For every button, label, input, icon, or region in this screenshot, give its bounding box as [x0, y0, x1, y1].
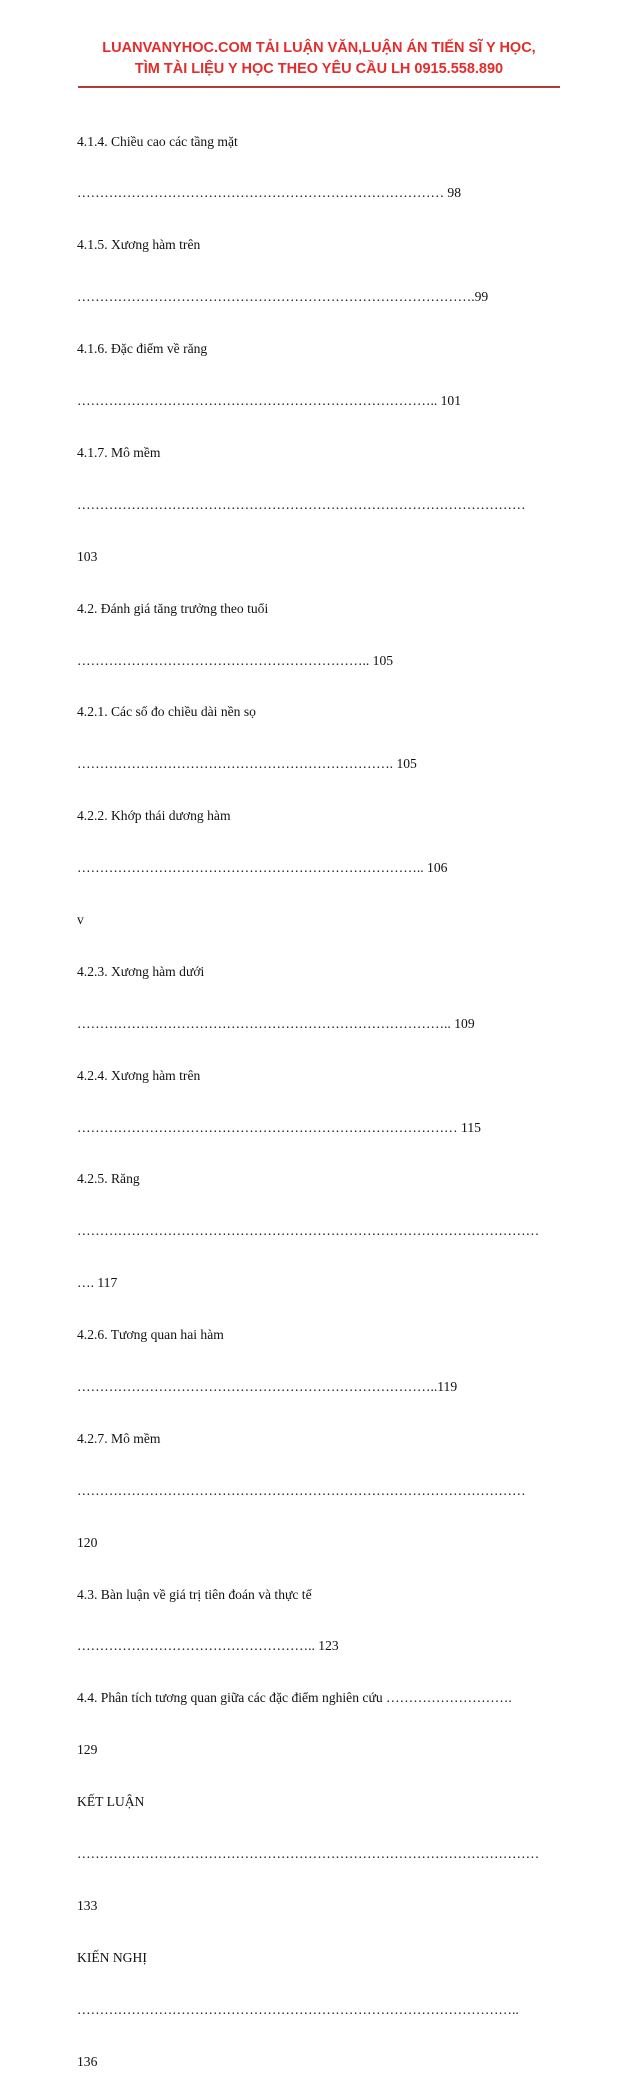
toc-line: 4.2.5. Răng [77, 1171, 140, 1187]
toc-line: ……………………………………………………….. 105 [77, 652, 394, 668]
toc-line: …………………………………………….. 123 [77, 1638, 339, 1654]
toc-line: 4.3. Bàn luận về giá trị tiên đoán và thực tế [77, 1586, 312, 1602]
toc-line: …………………………………………………………………………….99 [77, 289, 489, 305]
banner-divider [78, 86, 560, 88]
toc-line: …. 117 [77, 1275, 118, 1291]
toc-line: ……………………………………………………………………………………… [77, 1482, 526, 1498]
toc-line: 4.2.2. Khớp thái dương hàm [77, 808, 231, 824]
toc-line: 4.2.7. Mô mềm [77, 1430, 161, 1446]
toc-line: ………………………………………………………………….. 106 [77, 860, 448, 876]
toc-line: 4.4. Phân tích tương quan giữa các đặc điểm nghiên cứu ………………………. [77, 1690, 512, 1706]
toc-line: ……………………………………………………………………………………… [77, 496, 526, 512]
toc-line: 4.2. Đánh giá tăng trưởng theo tuổi [77, 600, 269, 616]
toc-line: 4.2.4. Xương hàm trên [77, 1067, 201, 1083]
toc-line: ………………………………………………………………………………………… [77, 1845, 540, 1861]
toc-line: KIẾN NGHỊ [77, 1949, 147, 1965]
toc-line: 4.2.3. Xương hàm dưới [77, 963, 205, 979]
banner-line-1: LUANVANYHOC.COM TẢI LUẬN VĂN,LUẬN ÁN TIẾN SĨ Y HỌC, [102, 40, 536, 56]
toc-line: 4.2.6. Tương quan hai hàm [77, 1327, 224, 1343]
toc-line: …………………………………………………………………………………….. [77, 2001, 519, 2017]
toc-line: ……………………………………………………………………… 98 [77, 185, 462, 201]
toc-line: ……………………………………………………………. 105 [77, 756, 417, 772]
toc-line: 120 [77, 1534, 98, 1550]
toc-line: ………………………………………………………………………… 115 [77, 1119, 481, 1135]
toc-line: …………………………………………………………………….. 101 [77, 393, 462, 409]
toc-line: v [77, 911, 84, 927]
toc-line: 4.1.7. Mô mềm [77, 444, 161, 460]
toc-line: 4.2.1. Các số đo chiều dài nền sọ [77, 704, 256, 720]
site-banner [0, 38, 638, 80]
toc-line: 133 [77, 1897, 98, 1913]
toc-line: KẾT LUẬN [77, 1794, 145, 1810]
toc-line: ……………………………………………………………………….. 109 [77, 1015, 475, 1031]
toc-line: ……………………………………………………………………..119 [77, 1378, 458, 1394]
toc-line: 129 [77, 1742, 98, 1758]
table-of-contents [77, 98, 561, 2087]
toc-line: 103 [77, 548, 98, 564]
toc-line: 4.1.4. Chiều cao các tầng mặt [77, 133, 238, 149]
toc-line: 4.1.5. Xương hàm trên [77, 237, 201, 253]
toc-line: 136 [77, 2053, 98, 2069]
toc-line: 4.1.6. Đặc điểm về răng [77, 341, 208, 357]
banner-line-2: TÌM TÀI LIỆU Y HỌC THEO YÊU CẦU LH 0915.558.890 [134, 61, 504, 77]
toc-line: ………………………………………………………………………………………… [77, 1223, 540, 1239]
